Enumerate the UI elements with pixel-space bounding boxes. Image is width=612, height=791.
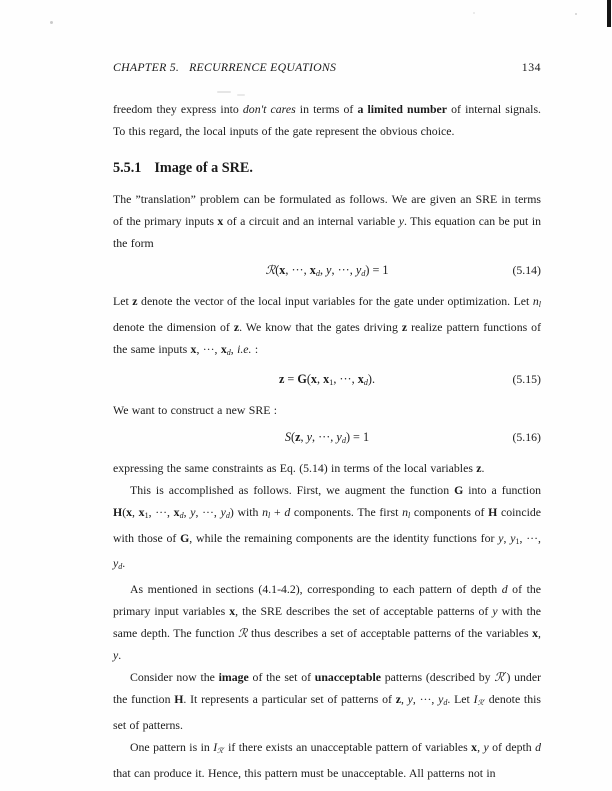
section-heading xyxy=(113,158,541,178)
scan-edge-artifact xyxy=(607,0,611,27)
equation-5-16-number: (5.16) xyxy=(512,430,541,445)
paragraph-one-pattern: One pattern is in Iℛ′ if there exists an unacceptable pattern of variables x, y of depth d that can produce it. Hence, this pattern must be unacceptable. All patterns not in xyxy=(113,740,541,780)
paragraph-as-mentioned: As mentioned in sections (4.1-4.2), corresponding to each pattern of depth d of the primary input variables x, the SRE describes the set of acceptable patterns of y with the same depth. The function ℛ thus describes a set of acceptable patterns of the variables x, y. xyxy=(113,582,541,663)
equation-5-14 xyxy=(113,258,541,286)
paragraph-consider-image: Consider now the image of the set of unacceptable patterns (described by ℛ′) under the function H. It represents a particular set of patterns of z, y, ···, yd. Let Iℛ′ denote this set of patterns. xyxy=(113,670,541,733)
ink-speck xyxy=(575,13,577,15)
ink-speck xyxy=(237,94,245,96)
running-head-chapter xyxy=(113,60,336,75)
chapter-label: CHAPTER 5. xyxy=(113,60,180,74)
paragraph-translation: The ”translation” problem can be formulated as follows. We are given an SRE in terms of the primary inputs x of a circuit and an internal variable y. This equation can be put in the form xyxy=(113,192,541,250)
equation-5-14-body: ℛ(x, ···, xd, y, ···, yd) = 1 xyxy=(265,263,389,278)
equation-5-15 xyxy=(113,367,541,395)
equation-5-16-body: S(z, y, ···, yd) = 1 xyxy=(284,430,370,445)
ink-speck xyxy=(50,21,53,24)
equation-5-15-number: (5.15) xyxy=(512,372,541,387)
section-title: Image of a SRE. xyxy=(154,160,253,176)
paragraph-new-sre: We want to construct a new SRE : xyxy=(113,403,278,418)
section-number: 5.5.1 xyxy=(113,160,142,176)
paragraph-freedom: freedom they express into don't cares in terms of a limited number of internal signals. To this regard, the local inputs of the gate represent the obvious choice. xyxy=(113,102,541,138)
page-number: 134 xyxy=(521,60,541,74)
paragraph-augment-function: This is accomplished as follows. First, we augment the function G into a function H(x, x1, ···, xd, y, ···, yd) with nl + d components. The first nl components of H coincide with those of G, while the remaining components are the identity functions for y, y1, ···, yd. xyxy=(113,482,542,572)
equation-5-16 xyxy=(113,425,541,453)
equation-5-14-number: (5.14) xyxy=(512,263,541,277)
paragraph-expressing: expressing the same constraints as Eq. (5.14) in terms of the local variables z. xyxy=(113,460,485,475)
paragraph-let-z: Let z denote the vector of the local input variables for the gate under optimization. Let nl denote the dimension of z. We know that the gates driving z realize pattern functions of the same inputs x, ···, xd, i.e. : xyxy=(113,293,542,357)
equation-5-15-body: z = G(x, x1, ···, xd). xyxy=(278,372,376,388)
ink-speck xyxy=(473,12,475,14)
chapter-title: RECURRENCE EQUATIONS xyxy=(189,60,337,74)
ink-speck xyxy=(217,91,231,93)
running-head xyxy=(113,60,541,76)
